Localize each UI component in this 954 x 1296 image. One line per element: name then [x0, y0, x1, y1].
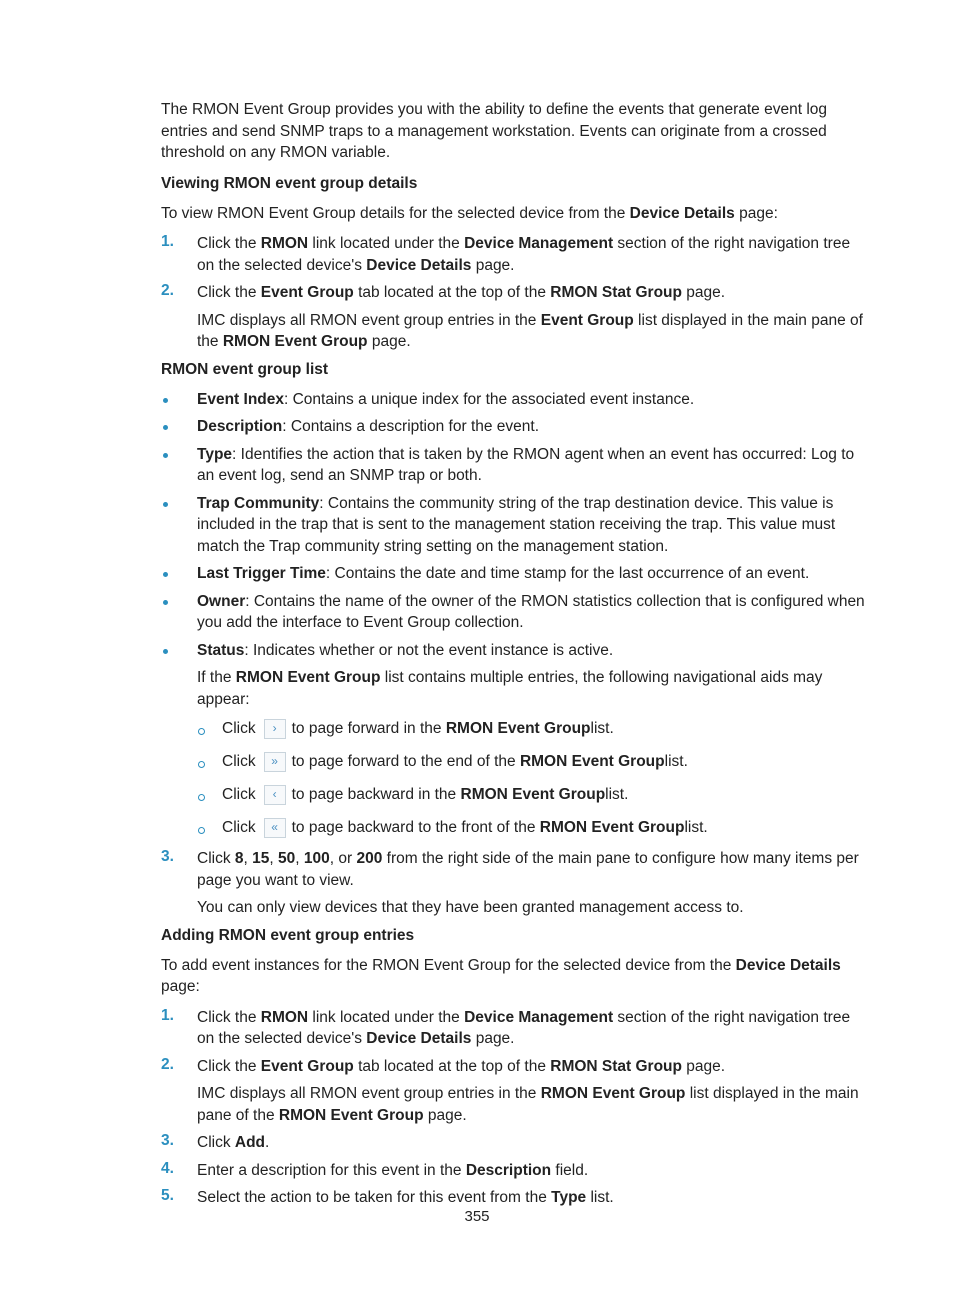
previous-page-icon[interactable]: ‹: [264, 785, 286, 805]
bullet-icon: [163, 398, 168, 403]
section1-lead: To view RMON Event Group details for the selected device from the Device Details page:: [161, 204, 778, 222]
section1-steps: [161, 233, 865, 353]
next-page-icon[interactable]: ›: [264, 719, 286, 739]
bullet-icon: [163, 649, 168, 654]
list-item: Click » to page forward to the end of the RMON Event Group list.: [161, 749, 865, 774]
last-page-icon[interactable]: »: [264, 752, 286, 772]
list-item: Click ‹ to page backward in the RMON Event Group list.: [161, 782, 865, 807]
section2-steps: [161, 848, 865, 919]
list-item: Owner: Contains the name of the owner of the RMON statistics collection that is configured when you add the interface to Event Group collection.: [161, 591, 865, 634]
step-item: 2. Click the Event Group tab located at the top of the RMON Stat Group page. IMC displays all RMON event group entries in the Event Group list displayed in the main pane of the RMON Event Group page.: [161, 282, 865, 353]
bullet-icon: [163, 453, 168, 458]
step-item: 5. Select the action to be taken for this event from the Type list.: [161, 1187, 614, 1206]
step-number: 4.: [161, 1159, 174, 1177]
step-number: 1.: [161, 233, 174, 250]
bullet-icon: [163, 425, 168, 430]
step-number: 3.: [161, 848, 174, 865]
intro-paragraph: The RMON Event Group provides you with the ability to define the events that generate event log entries and send SNMP traps to a management workstation. Events can originate from a crossed threshold on any RMON variable.: [161, 101, 828, 161]
section3-lead: To add event instances for the RMON Event Group for the selected device from the Device Details page:: [161, 956, 841, 995]
circle-bullet-icon: [198, 728, 205, 735]
page-number: 355: [464, 1208, 490, 1225]
bullet-icon: [163, 502, 168, 507]
section-heading-viewing: Viewing RMON event group details: [161, 174, 418, 192]
step-note: IMC displays all RMON event group entries in the Event Group list displayed in the main pane of the RMON Event Group page.: [197, 311, 863, 350]
step-item: 4. Enter a description for this event in the Description field.: [161, 1159, 589, 1179]
step-number: 1.: [161, 1006, 174, 1024]
step-item: 1. Click the RMON link located under the Device Management section of the right navigation tree on the selected device's Device Details page.: [161, 1006, 851, 1047]
field-bullet-list: [161, 389, 865, 711]
list-item: Last Trigger Time: Contains the date and time stamp for the last occurrence of an event.: [161, 563, 865, 585]
list-item: Trap Community: Contains the community string of the trap destination device. This value is included in the trap that is sent to the management station receiving the trap. This value must match the Trap community string setting on the management station.: [161, 493, 865, 558]
step-number: 3.: [161, 1132, 174, 1149]
circle-bullet-icon: [198, 827, 205, 834]
section-heading-adding: Adding RMON event group entries: [161, 926, 415, 944]
list-item: Event Index: Contains a unique index for the associated event instance.: [161, 389, 865, 411]
list-item: Status: Indicates whether or not the event instance is active. If the RMON Event Group list contains multiple entries, the following navigational aids may appear:: [161, 640, 865, 711]
circle-bullet-icon: [198, 794, 205, 801]
nav-aids-intro: If the RMON Event Group list contains multiple entries, the following navigational aids may appear:: [197, 669, 823, 708]
step-number: 2.: [161, 1055, 174, 1073]
step-item: 3. Click 8, 15, 50, 100, or 200 from the right side of the main pane to configure how many items per page you want to view. You can only view devices that they have been granted management access to.: [161, 848, 865, 919]
step-note: You can only view devices that they have been granted management access to.: [197, 899, 744, 916]
first-page-icon[interactable]: «: [264, 818, 286, 838]
step-number: 5.: [161, 1187, 174, 1204]
step-item: 3. Click Add.: [161, 1132, 270, 1151]
list-item: Click › to page forward in the RMON Event Group list.: [161, 716, 865, 741]
bullet-icon: [163, 572, 168, 577]
section3-steps: [161, 1007, 865, 1209]
document-body: [161, 99, 865, 1215]
list-item: Click « to page backward to the front of the RMON Event Group list.: [161, 815, 865, 840]
section-heading-list: RMON event group list: [161, 360, 329, 378]
list-item: Description: Contains a description for the event.: [161, 416, 865, 438]
step-number: 2.: [161, 282, 174, 299]
step-item: 2. Click the Event Group tab located at the top of the RMON Stat Group page. IMC displays all RMON event group entries in the RMON Event Group list displayed in the main pane of the RMON Event Group page.: [161, 1056, 865, 1127]
step-note: IMC displays all RMON event group entries in the RMON Event Group list displayed in the main pane of the RMON Event Group page.: [197, 1085, 859, 1124]
bullet-icon: [163, 600, 168, 605]
circle-bullet-icon: [198, 761, 205, 768]
step-item: 1. Click the RMON link located under the Device Management section of the right navigation tree on the selected device's Device Details page.: [161, 233, 851, 274]
list-item: Type: Identifies the action that is taken by the RMON agent when an event has occurred: Log to an event log, send an SNMP trap or both.: [161, 444, 865, 487]
nav-aids-list: [161, 716, 865, 840]
